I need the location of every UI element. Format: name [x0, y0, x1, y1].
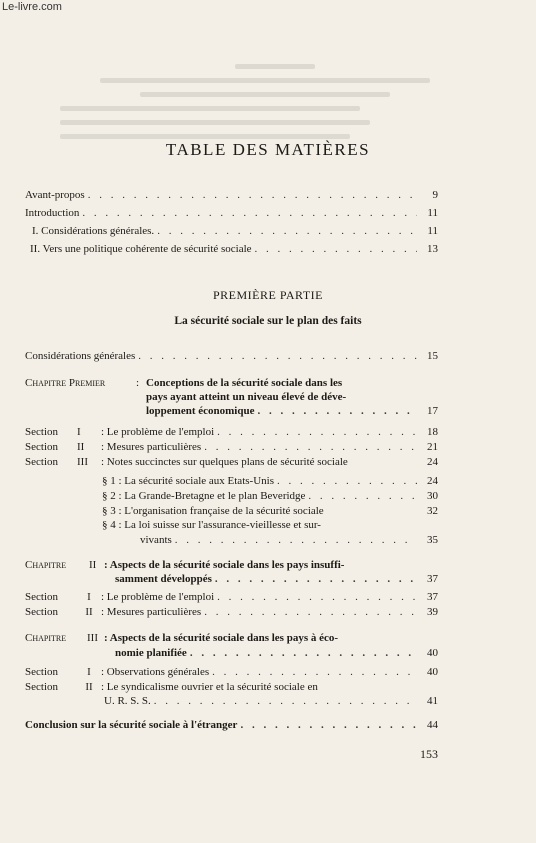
watermark: Le-livre.com	[2, 1, 62, 13]
section-entry	[25, 591, 438, 603]
section-entry	[25, 456, 438, 468]
toc-page: 13	[427, 243, 438, 255]
toc-label: : Mesures particulières	[101, 441, 202, 453]
page-title: TABLE DES MATIÈRES	[165, 140, 371, 159]
toc-page: 17	[427, 405, 438, 417]
leader-dots	[82, 207, 417, 219]
leader-dots	[204, 441, 417, 453]
paragraph-entry: § 4 : La loi suisse sur l'assurance-vieillesse et sur-	[102, 519, 321, 531]
page-number: 153	[420, 747, 438, 761]
toc-label: Introduction	[25, 207, 80, 219]
toc-label: : Observations générales	[101, 666, 210, 678]
section-word: Section	[25, 606, 58, 618]
leader-dots	[257, 405, 417, 417]
paragraph-entry	[102, 505, 438, 517]
toc-page: 40	[427, 666, 438, 678]
section-number: II	[85, 606, 93, 618]
toc-page: 37	[427, 573, 438, 585]
leader-dots	[157, 225, 417, 237]
toc-label: vivants	[140, 534, 172, 546]
leader-dots	[190, 647, 417, 659]
toc-page: 24	[427, 456, 438, 468]
leader-dots	[88, 189, 417, 201]
toc-page: 32	[427, 505, 438, 517]
toc-entry	[25, 189, 438, 201]
paragraph-entry	[102, 475, 438, 487]
toc-page: 11	[427, 207, 438, 219]
paragraph-entry	[102, 490, 438, 502]
toc-page: 44	[427, 719, 438, 731]
chapter-title-line: Conceptions de la sécurité sociale dans les	[146, 377, 343, 389]
leader-dots	[277, 475, 417, 487]
toc-label: II. Vers une politique cohérente de sécurité sociale	[30, 243, 252, 255]
toc-page: 30	[427, 490, 438, 502]
leader-dots	[154, 695, 417, 707]
toc-page: 18	[427, 426, 438, 438]
toc-page: 21	[427, 441, 438, 453]
toc-label: § 2 : La Grande-Bretagne et le plan Beveridge	[102, 490, 306, 502]
toc-label: : Mesures particulières	[101, 606, 202, 618]
conclusion-entry	[25, 719, 438, 731]
leader-dots	[217, 591, 417, 603]
toc-label: loppement économique	[146, 405, 255, 417]
chapter-title-line: pays ayant atteint un niveau élevé de déve-	[146, 391, 347, 403]
toc-label: U. R. S. S.	[104, 695, 151, 707]
toc-entry	[30, 243, 438, 255]
toc-entry	[25, 350, 438, 362]
toc-label: § 3 : L'organisation française de la sécurité sociale	[102, 505, 324, 517]
leader-dots	[308, 490, 417, 502]
section-entry	[25, 426, 438, 438]
chapter-title-line	[115, 647, 438, 659]
leader-dots	[240, 719, 417, 731]
toc-page: 24	[427, 475, 438, 487]
chapter-title-line: : Aspects de la sécurité sociale dans les pays à éco-	[104, 632, 339, 644]
section-entry	[25, 681, 318, 693]
toc-label: : Le syndicalisme ouvrier et la sécurité sociale en	[101, 681, 318, 693]
toc-page: 35	[427, 534, 438, 546]
toc-label: I. Considérations générales.	[32, 225, 155, 237]
leader-dots	[204, 606, 417, 618]
section-number: I	[87, 666, 91, 678]
leader-dots	[215, 573, 417, 585]
section-word: Section	[25, 681, 58, 693]
leader-dots	[175, 534, 417, 546]
toc-label: : Le problème de l'emploi	[101, 426, 215, 438]
leader-dots	[138, 350, 417, 362]
chapter-label: Chapitre	[25, 559, 67, 571]
section-word: Section	[25, 441, 58, 453]
part-heading: PREMIÈRE PARTIE	[212, 288, 323, 302]
leader-dots	[212, 666, 417, 678]
toc-page: 37	[427, 591, 438, 603]
leader-dots	[255, 243, 417, 255]
toc-entry	[25, 207, 438, 219]
toc-page: 40	[427, 647, 438, 659]
section-entry	[25, 606, 438, 618]
toc-label: § 1 : La sécurité sociale aux Etats-Unis	[102, 475, 274, 487]
section-word: Section	[25, 666, 58, 678]
chapter-number: III	[87, 632, 98, 644]
section-number: I	[87, 591, 91, 603]
section-number: II	[77, 441, 85, 453]
section-entry-cont	[104, 695, 438, 707]
toc-label: : Le problème de l'emploi	[101, 591, 215, 603]
section-number: II	[85, 681, 93, 693]
toc-page: 41	[427, 695, 438, 707]
section-entry	[25, 666, 438, 678]
toc-page: 39	[427, 606, 438, 618]
toc-label: samment développés	[115, 573, 212, 585]
part-title: La sécurité sociale sur le plan des faits	[174, 315, 362, 327]
chapter-colon: :	[136, 377, 140, 389]
toc-label: Avant-propos	[25, 189, 85, 201]
paragraph-entry-cont	[140, 534, 438, 546]
section-entry	[25, 441, 438, 453]
chapter-label: Chapitre Premier	[25, 377, 106, 389]
toc-label: : Notes succinctes sur quelques plans de sécurité sociale	[101, 456, 348, 468]
toc-label: nomie planifiée	[115, 647, 187, 659]
leader-dots	[217, 426, 417, 438]
toc-page: 11	[427, 225, 438, 237]
section-number: I	[77, 426, 81, 438]
section-number: III	[77, 456, 88, 468]
toc-page: 15	[427, 350, 438, 362]
chapter-number: II	[89, 559, 97, 571]
chapter-title-line	[115, 573, 438, 585]
section-word: Section	[25, 591, 58, 603]
chapter-title-line: : Aspects de la sécurité sociale dans les pays insuffi-	[104, 559, 345, 571]
toc-label: Considérations générales	[25, 350, 136, 362]
chapter-title-line	[146, 405, 438, 417]
toc-entry	[32, 225, 438, 237]
toc-page: 9	[432, 189, 438, 201]
toc-label: Conclusion sur la sécurité sociale à l'étranger	[25, 719, 238, 731]
section-word: Section	[25, 426, 58, 438]
section-word: Section	[25, 456, 58, 468]
chapter-label: Chapitre	[25, 632, 67, 644]
